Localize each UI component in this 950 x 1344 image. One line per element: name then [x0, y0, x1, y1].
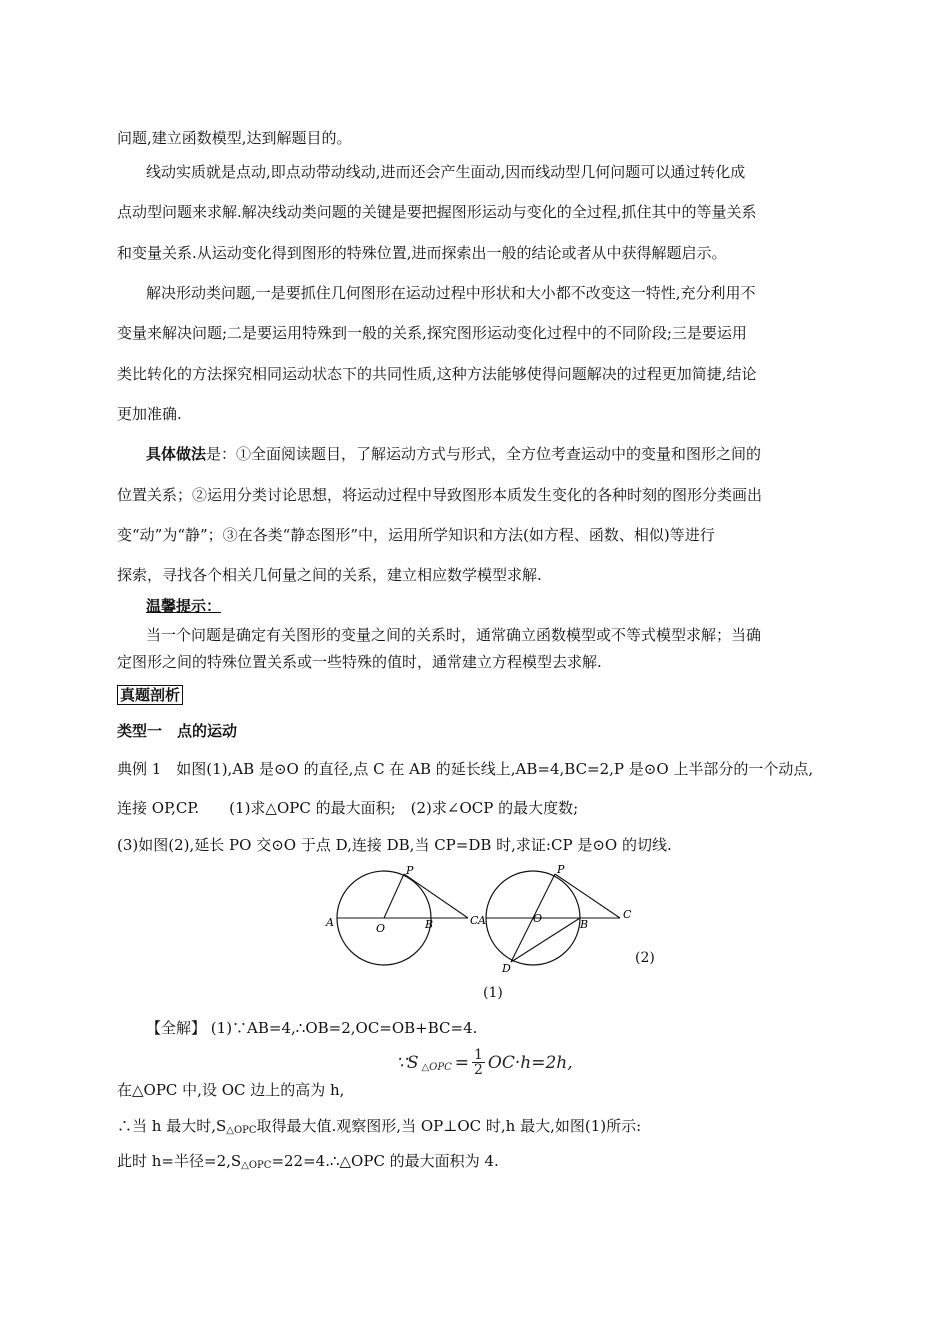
segment-db	[511, 918, 580, 962]
label-p: P	[557, 863, 565, 876]
paragraph-line: 问题,建立函数模型,达到解题目的。	[117, 129, 352, 147]
method-label: 具体做法	[146, 445, 207, 463]
label-o: O	[533, 912, 543, 925]
solution-text: (1)∵AB=4,∴OB=2,OC=OB+BC=4.	[210, 1019, 478, 1037]
fraction: $\frac{1}{2}$	[474, 1047, 483, 1078]
label-p: P	[406, 864, 414, 877]
segment-pc	[555, 874, 620, 918]
example-line: (3)如图(2),延长 PO 交⊙O 于点 D,连接 DB,当 CP=DB 时,求证:CP 是⊙O 的切线.	[117, 836, 672, 854]
paragraph-line: 当一个问题是确定有关图形的变量之间的关系时，通常确立函数模型或不等式模型求解；当确	[146, 626, 762, 644]
paragraph-line: 解决形动类问题,一是要抓住几何图形在运动过程中形状和大小都不改变这一特性,充分利用不	[146, 284, 756, 302]
paragraph-line: 变量来解决问题;二是要运用特殊到一般的关系,探究图形运动变化过程中的不同阶段;三是要运用	[117, 324, 747, 342]
label-c: C	[470, 914, 479, 927]
label-b: B	[580, 918, 589, 931]
solution-line: ∴当 h 最大时$,S_{\triangle OPC}$取得最大值.观察图形,当 OP⊥OC 时,h 最大,如图(1)所示:	[117, 1117, 642, 1136]
label-c: C	[623, 908, 632, 921]
figure-2-caption: (2)	[635, 950, 655, 966]
paragraph-line: 点动型问题来求解.解决线动类问题的关键是要把握图形运动与变化的全过程,抓住其中的等量关系	[117, 203, 757, 221]
solution-line	[146, 1018, 477, 1038]
figure-1-caption: (1)	[483, 985, 503, 1001]
type-title: 类型一 点的运动	[117, 722, 238, 740]
label-b: B	[425, 918, 434, 931]
method-text: 是：①全面阅读题目，了解运动方式与形式，全方位考查运动中的变量和图形之间的	[206, 445, 762, 463]
paragraph-line: 线动实质就是点动,即点动带动线动,进而还会产生面动,因而线动型几何问题可以通过转化成	[146, 163, 746, 181]
solution-formula: ∵S △OPC = $\frac{1}{2}$ OC·h=2h,	[396, 1047, 573, 1078]
paragraph-line: 定图形之间的特殊位置关系或一些特殊的值时，通常建立方程模型去求解.	[117, 653, 602, 671]
paragraph-line: 和变量关系.从运动变化得到图形的特殊位置,进而探索出一般的结论或者从中获得解题启示。	[117, 244, 727, 262]
paragraph-line: 探索，寻找各个相关几何量之间的关系，建立相应数学模型求解.	[117, 566, 542, 584]
section-title: 真题剖析	[117, 685, 183, 705]
solution-line: 此时 h=半径$=2,S_{\triangle OPC}=22=4.\therefore\triangle OPC$ 的最大面积为 4.	[117, 1152, 499, 1171]
paragraph-line: 更加准确.	[117, 405, 182, 423]
geometry-figures	[318, 860, 668, 1000]
label-a: A	[326, 916, 334, 929]
solution-line: 在△OPC 中,设 OC 边上的高为 h,	[117, 1081, 345, 1099]
paragraph-line: 位置关系；②运用分类讨论思想，将运动过程中导致图形本质发生变化的各种时刻的图形分类画出	[117, 486, 763, 504]
segment-op	[384, 874, 404, 918]
figure-1	[325, 864, 479, 965]
paragraph-line: 变“动”为“静”；③在各类“静态图形”中，运用所学知识和方法(如方程、函数、相似)等进行	[117, 526, 715, 544]
label-a: A	[478, 914, 486, 927]
example-line: 连接 OP,CP. (1)求△OPC 的最大面积; (2)求∠OCP 的最大度数;	[117, 799, 579, 817]
tip-label: 温馨提示：	[146, 597, 222, 615]
label-d: D	[502, 962, 511, 975]
solution-label: 【全解】	[146, 1019, 207, 1037]
segment-pc	[404, 874, 468, 918]
label-o: O	[376, 922, 386, 935]
method-line	[146, 444, 761, 464]
figure-2	[477, 863, 632, 975]
example-line: 典例 1 如图(1),AB 是⊙O 的直径,点 C 在 AB 的延长线上,AB=4,BC=2,P 是⊙O 上半部分的一个动点,	[117, 760, 814, 778]
paragraph-line: 类比转化的方法探究相同运动状态下的共同性质,这种方法能够使得问题解决的过程更加简捷,结论	[117, 365, 757, 383]
